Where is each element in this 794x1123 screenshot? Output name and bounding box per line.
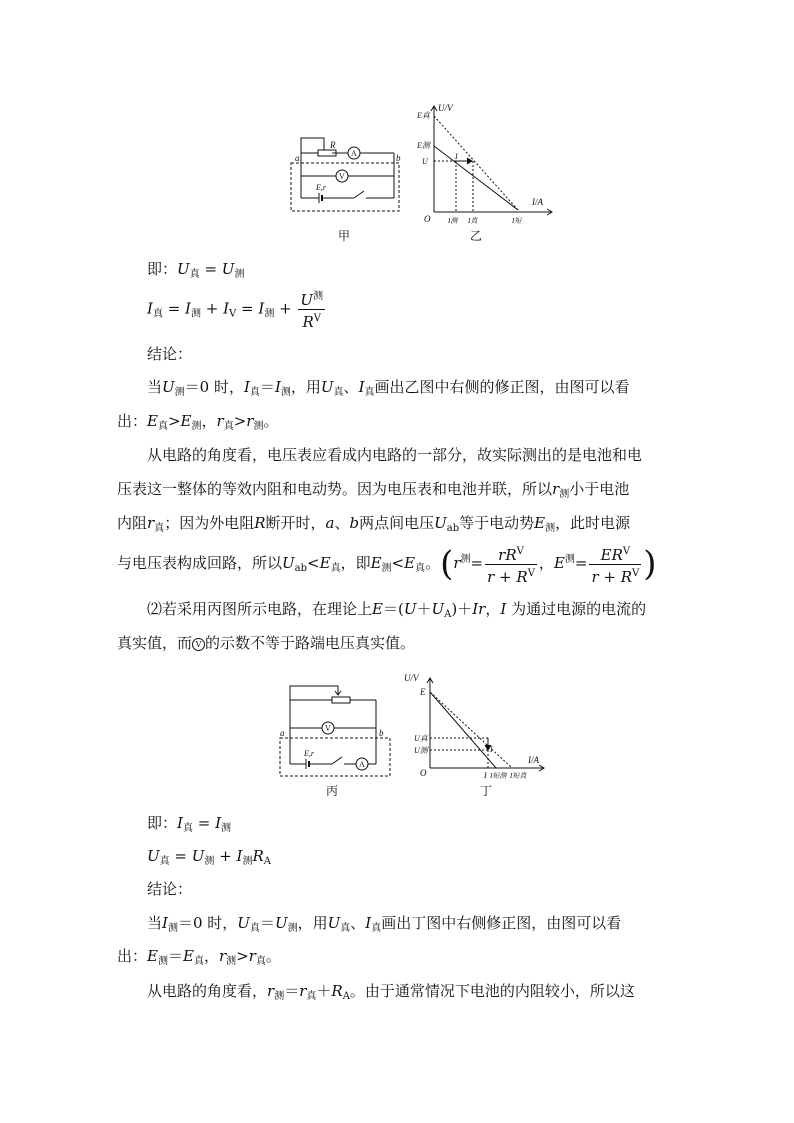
equation-u-true: $U_真 = U_测 + I_测R_A$ — [147, 847, 271, 867]
svg-text:V: V — [325, 724, 331, 733]
paragraph-2-line-2: 压表这一整体的等效内阻和电动势。因为电压表和电池并联，所以$r_测$小于电池 — [117, 480, 630, 500]
svg-text:U真: U真 — [414, 734, 428, 743]
conclusion-label-1: 结论： — [147, 345, 193, 363]
svg-text:a: a — [295, 153, 300, 163]
caption-jia: 甲 — [338, 229, 351, 243]
paragraph-4-line-2: 出：$E_测=E_真$，$r_测>r_真$。 — [117, 947, 281, 967]
svg-text:E,r: E,r — [304, 749, 314, 758]
equation-i-true-eq-i-meas: 即：$I_真 = I_测$ — [147, 814, 231, 834]
paragraph-4-line-1: 当$I_测=0$ 时，$U_真=U_测$，用$U_真$、$I_真$画出丁图中右侧修正图，由图可以看 — [147, 914, 622, 934]
svg-text:I真: I真 — [468, 217, 478, 225]
svg-text:I/A: I/A — [528, 755, 539, 765]
caption-yi: 乙 — [470, 229, 483, 243]
svg-text:I: I — [490, 745, 493, 754]
caption-ding: 丁 — [480, 784, 493, 798]
svg-text:O: O — [424, 214, 431, 224]
paragraph-2-line-4: 与电压表构成回路，所以$U_{ab}<E_真$，即$E_测<E_真$。($r^测=$ $\frac{rR^V}{r + R^V}$ ，$E^测=$ $\frac{ER^V}{r + R^V}$ ) — [117, 544, 657, 586]
svg-text:I: I — [484, 771, 487, 780]
circuit-diagram-bing — [276, 680, 396, 780]
svg-text:I/A: I/A — [532, 197, 543, 207]
svg-text:O: O — [420, 768, 427, 778]
circuit-diagram-jia — [286, 128, 406, 238]
equation-i-true: $I_真 = I_测 + I_V = I_测$ + $\frac{U^测}{R^V}$ — [147, 288, 707, 328]
svg-text:I短: I短 — [512, 217, 522, 225]
equation-u-true-eq-u-meas: 即：$U_真 = U_测$ — [147, 260, 245, 280]
svg-text:E真: E真 — [417, 111, 430, 120]
svg-text:U: U — [422, 157, 428, 166]
svg-text:I短真: I短真 — [510, 772, 527, 780]
svg-text:I短测: I短测 — [490, 772, 507, 780]
paragraph-3-line-2: 真实值，而 V 的示数不等于路端电压真实值。 — [117, 634, 416, 652]
svg-text:E,r: E,r — [316, 183, 326, 192]
label-R: R — [330, 140, 336, 150]
paragraph-5-line-1: 从电路的角度看，$r_测=r_真+R_A$。由于通常情况下电池的内阻较小，所以这 — [147, 982, 635, 1002]
svg-text:I: I — [455, 152, 458, 161]
svg-text:U/V: U/V — [438, 103, 453, 113]
ui-graph-ding — [404, 672, 554, 782]
svg-text:I测: I测 — [448, 217, 458, 225]
voltmeter-symbol: V — [339, 172, 345, 181]
voltmeter-symbol-inline: V — [192, 638, 205, 651]
paragraph-1-line-2: 出：$E_真>E_测$，$r_真>r_测$。 — [117, 412, 279, 432]
paragraph-1-line-1: 当$U_测=0$ 时，$I_真=I_测$，用$U_真$、$I_真$画出乙图中右侧的修正图，由图可以看 — [147, 378, 630, 398]
svg-text:A: A — [359, 760, 365, 769]
paragraph-3-line-1: ⑵若采用丙图所示电路，在理论上$E=(U+U_A)+Ir$，I 为通过电源的电流的 — [147, 600, 647, 620]
svg-text:E: E — [420, 687, 426, 697]
conclusion-label-2: 结论： — [147, 880, 193, 898]
ammeter-symbol: A — [351, 149, 357, 158]
svg-text:U测: U测 — [414, 746, 428, 755]
svg-text:U/V: U/V — [404, 673, 419, 683]
caption-bing: 丙 — [326, 784, 339, 798]
paragraph-2-line-1: 从电路的角度看，电压表应看成内电路的一部分，故实际测出的是电池和电 — [147, 446, 643, 464]
svg-text:b: b — [396, 153, 401, 163]
svg-text:a: a — [280, 728, 285, 738]
ui-graph-yi — [412, 102, 562, 226]
svg-text:b: b — [379, 728, 384, 738]
svg-text:E测: E测 — [417, 141, 430, 150]
paragraph-2-line-3: 内阻$r_真$；因为外电阻R断开时，a、b两点间电压$U_{ab}$等于电动势$E_测$，此时电源 — [117, 514, 631, 534]
